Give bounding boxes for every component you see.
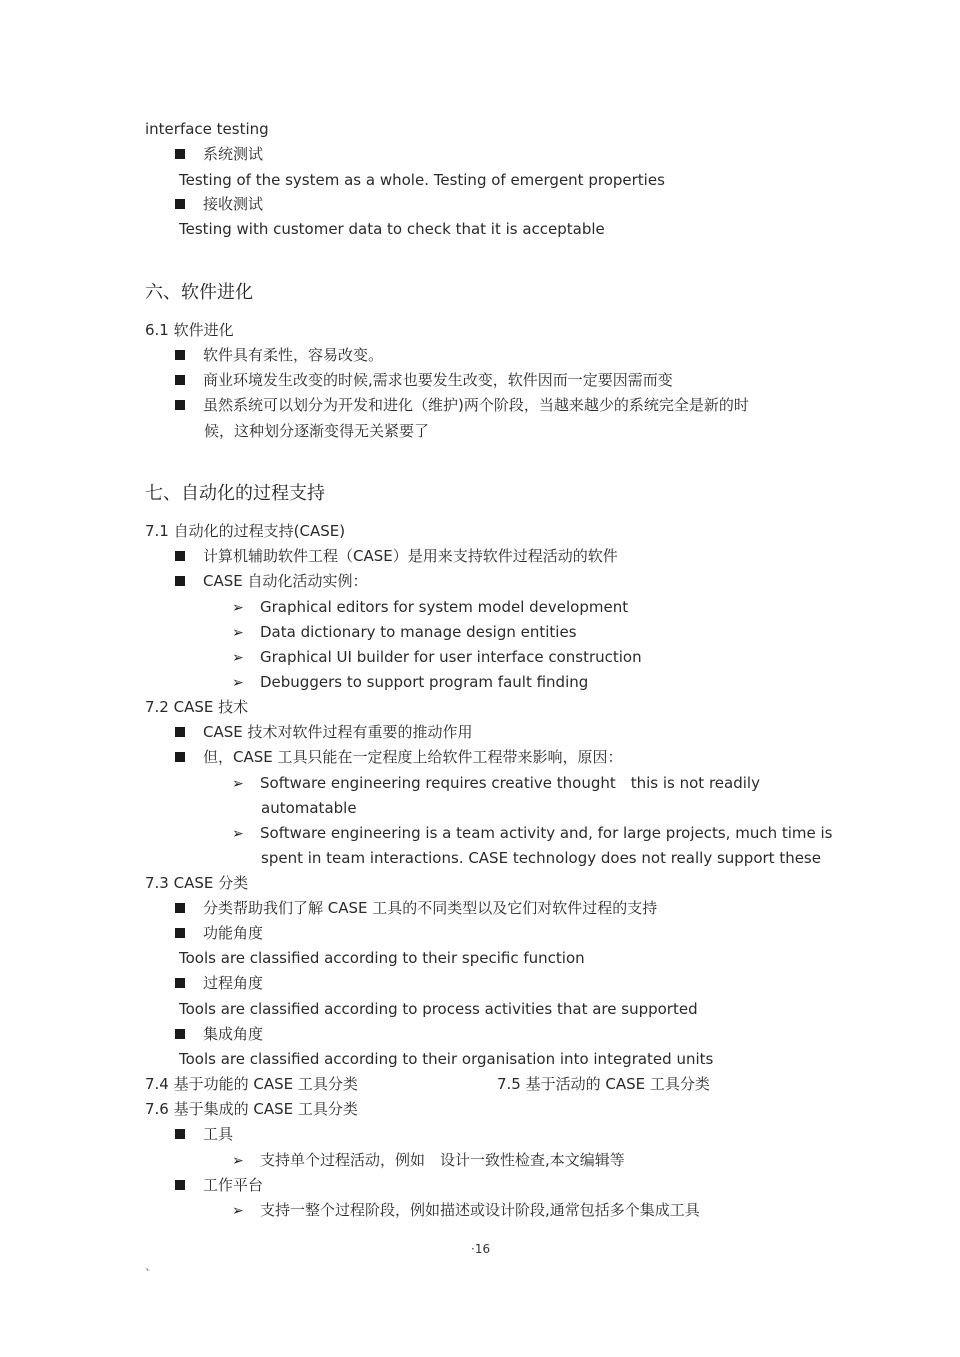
arrow-right-icon: ➢ bbox=[232, 826, 244, 842]
black-square-icon bbox=[175, 1180, 185, 1190]
arrow-right-icon: ➢ bbox=[232, 1203, 244, 1219]
page-number: ·16 bbox=[471, 1242, 491, 1256]
sub-bullet-item: ➢ 支持单个过程活动，例如 设计一致性检查,本文编辑等 bbox=[232, 1151, 625, 1169]
black-square-icon bbox=[175, 1129, 185, 1139]
black-square-icon bbox=[175, 1029, 185, 1039]
subsection-heading: 6.1 软件进化 bbox=[145, 321, 234, 339]
bullet-item: 过程角度 bbox=[175, 973, 263, 993]
black-square-icon bbox=[175, 350, 185, 360]
bullet-item: 接收测试 bbox=[175, 194, 263, 214]
text-line: Tools are classified according to their specific function bbox=[179, 949, 585, 967]
subsection-heading: 7.3 CASE 分类 bbox=[145, 874, 249, 892]
bullet-item: 工具 bbox=[175, 1124, 233, 1144]
text-line: Testing of the system as a whole. Testing of emergent properties bbox=[179, 171, 665, 189]
section-heading: 七、自动化的过程支持 bbox=[145, 483, 325, 504]
bullet-item: 系统测试 bbox=[175, 144, 263, 164]
sub-bullet-item: ➢ Software engineering requires creative thought this is not readily bbox=[232, 774, 760, 792]
bullet-item: 但，CASE 工具只能在一定程度上给软件工程带来影响，原因： bbox=[175, 747, 623, 767]
arrow-right-icon: ➢ bbox=[232, 650, 244, 666]
sub-bullet-item: ➢ Graphical UI builder for user interface construction bbox=[232, 648, 642, 666]
bullet-item: 虽然系统可以划分为开发和进化（维护)两个阶段，当越来越少的系统完全是新的时 bbox=[175, 395, 749, 415]
arrow-right-icon: ➢ bbox=[232, 600, 244, 616]
bullet-item: 计算机辅助软件工程（CASE）是用来支持软件过程活动的软件 bbox=[175, 546, 618, 566]
bullet-item: 软件具有柔性，容易改变。 bbox=[175, 345, 383, 365]
sub-bullet-item: ➢ Debuggers to support program fault finding bbox=[232, 673, 589, 691]
bullet-item: 集成角度 bbox=[175, 1024, 263, 1044]
subsection-heading: 7.2 CASE 技术 bbox=[145, 698, 249, 716]
black-square-icon bbox=[175, 576, 185, 586]
black-square-icon bbox=[175, 400, 185, 410]
subsection-heading: 7.6 基于集成的 CASE 工具分类 bbox=[145, 1100, 358, 1118]
text-line: spent in team interactions. CASE technology does not really support these bbox=[261, 849, 821, 867]
subsection-heading: 7.1 自动化的过程支持(CASE) bbox=[145, 522, 346, 540]
bullet-item: 工作平台 bbox=[175, 1175, 263, 1195]
text-line: Tools are classified according to their organisation into integrated units bbox=[179, 1050, 714, 1068]
black-square-icon bbox=[175, 903, 185, 913]
black-square-icon bbox=[175, 199, 185, 209]
corner-mark: 、 bbox=[145, 1259, 158, 1273]
black-square-icon bbox=[175, 727, 185, 737]
sub-bullet-item: ➢ 支持一整个过程阶段，例如描述或设计阶段,通常包括多个集成工具 bbox=[232, 1201, 700, 1219]
black-square-icon bbox=[175, 149, 185, 159]
arrow-right-icon: ➢ bbox=[232, 776, 244, 792]
sub-bullet-item: ➢ Software engineering is a team activity and, for large projects, much time is bbox=[232, 824, 833, 842]
subsection-heading: 7.5 基于活动的 CASE 工具分类 bbox=[497, 1075, 710, 1093]
black-square-icon bbox=[175, 551, 185, 561]
text-line: 候，这种划分逐渐变得无关紧要了 bbox=[204, 422, 430, 440]
bullet-item: 分类帮助我们了解 CASE 工具的不同类型以及它们对软件过程的支持 bbox=[175, 898, 657, 918]
bullet-item: 商业环境发生改变的时候,需求也要发生改变，软件因而一定要因需而变 bbox=[175, 370, 673, 390]
bullet-item: CASE 自动化活动实例： bbox=[175, 571, 368, 591]
text-line: Tools are classified according to process activities that are supported bbox=[179, 1000, 698, 1018]
arrow-right-icon: ➢ bbox=[232, 675, 244, 691]
black-square-icon bbox=[175, 375, 185, 385]
bullet-item: CASE 技术对软件过程有重要的推动作用 bbox=[175, 722, 473, 742]
arrow-right-icon: ➢ bbox=[232, 1153, 244, 1169]
arrow-right-icon: ➢ bbox=[232, 625, 244, 641]
black-square-icon bbox=[175, 928, 185, 938]
sub-bullet-item: ➢ Graphical editors for system model development bbox=[232, 598, 629, 616]
black-square-icon bbox=[175, 978, 185, 988]
text-line: Testing with customer data to check that it is acceptable bbox=[179, 220, 605, 238]
text-line: interface testing bbox=[145, 120, 269, 138]
black-square-icon bbox=[175, 752, 185, 762]
bullet-item: 功能角度 bbox=[175, 923, 263, 943]
text-line: automatable bbox=[261, 799, 357, 817]
section-heading: 六、软件进化 bbox=[145, 282, 253, 303]
subsection-heading: 7.4 基于功能的 CASE 工具分类 bbox=[145, 1075, 358, 1093]
sub-bullet-item: ➢ Data dictionary to manage design entities bbox=[232, 623, 577, 641]
